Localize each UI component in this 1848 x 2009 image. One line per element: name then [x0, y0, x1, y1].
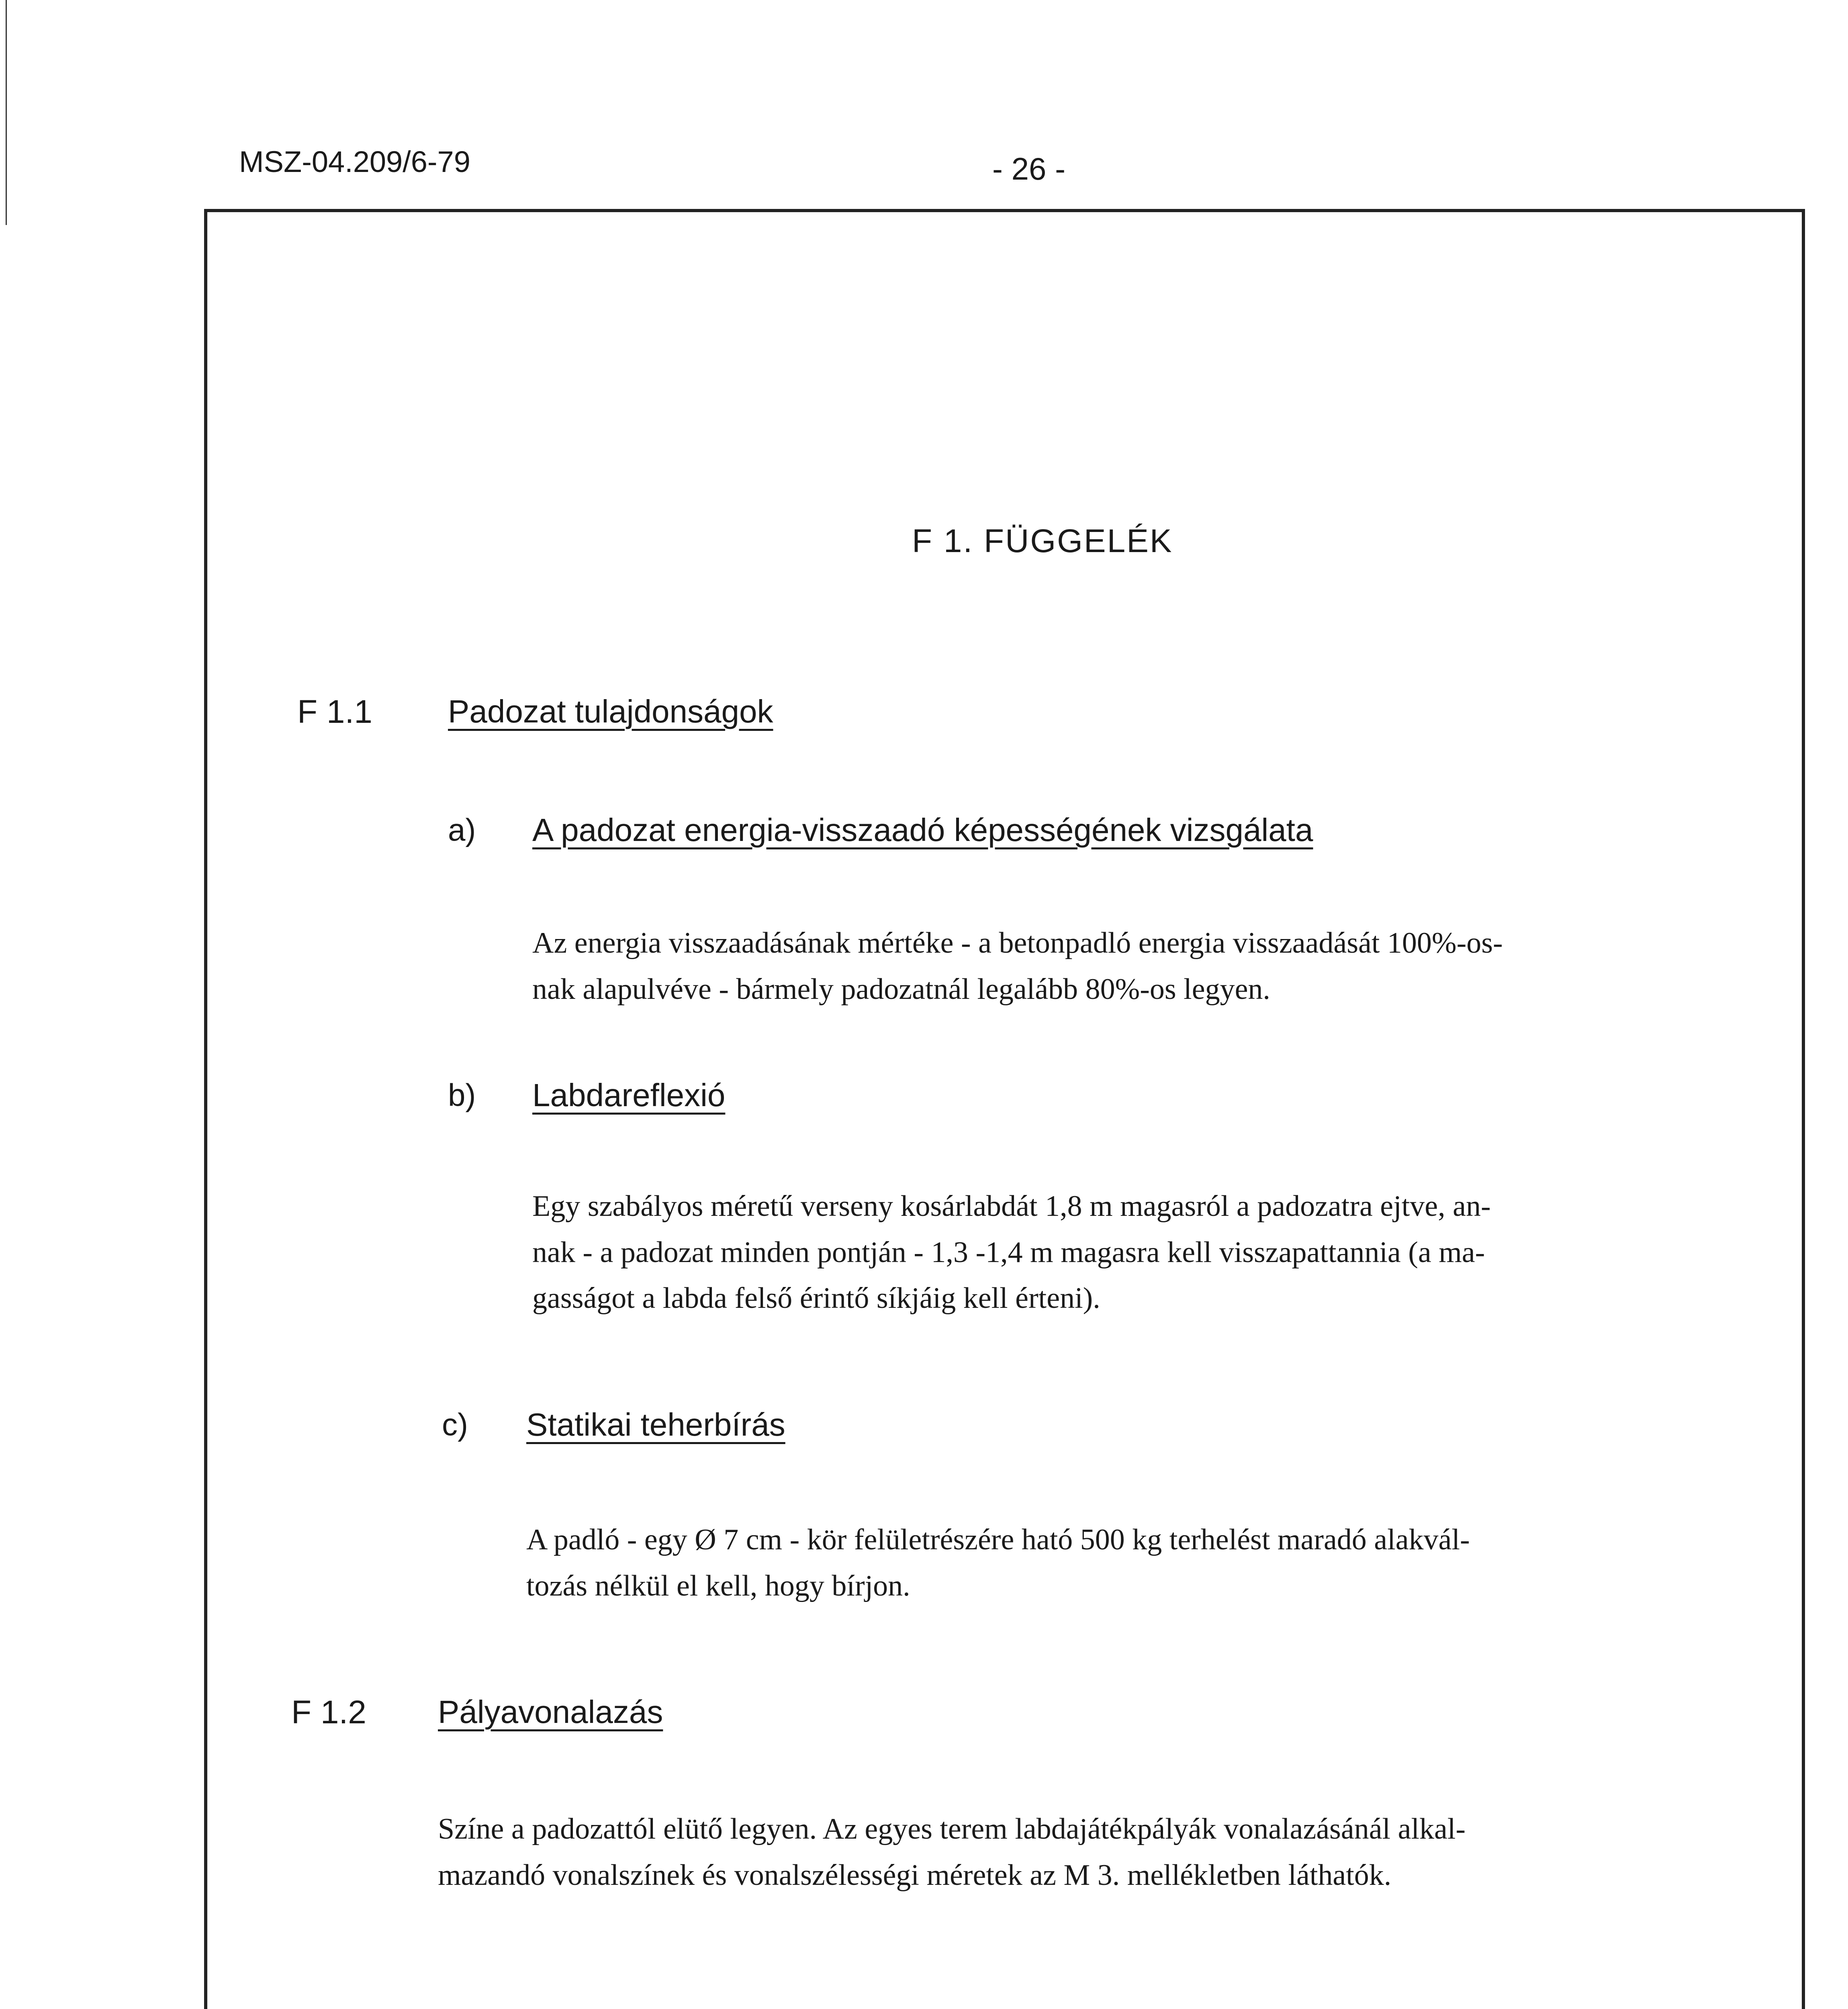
appendix-title: F 1. FÜGGELÉK [912, 523, 1173, 559]
item-heading: Labdareflexió [532, 1077, 726, 1113]
page-number: - 26 - [992, 151, 1066, 186]
section-heading: Pályavonalazás [438, 1694, 663, 1730]
item-paragraph [532, 1183, 1738, 1322]
item-heading: A padozat energia-visszaadó képességének vizsgálata [532, 812, 1313, 848]
item-letter: b) [448, 1077, 476, 1113]
section-paragraph [438, 1806, 1731, 1898]
section-heading: Padozat tulajdonságok [448, 694, 773, 729]
paragraph-line: nak - a padozat minden pontján - 1,3 -1,4 m magasra kell visszapattannia (a ma- [532, 1236, 1485, 1269]
paragraph-line: Színe a padozattól elütő legyen. Az egyes terem labdajátékpályák vonalazásánál alkal- [438, 1813, 1466, 1845]
paragraph-line: Egy szabályos méretű verseny kosárlabdát 1,8 m magasról a padozatra ejtve, an- [532, 1190, 1491, 1223]
scan-margin-line [6, 0, 7, 225]
paragraph-line: gasságot a labda felső érintő síkjáig kell érteni). [532, 1282, 1100, 1315]
paragraph-line: tozás nélkül el kell, hogy bírjon. [526, 1569, 910, 1602]
item-paragraph [532, 920, 1738, 1012]
page-frame [204, 209, 1805, 2009]
paragraph-line: mazandó vonalszínek és vonalszélességi méretek az M 3. mellékletben láthatók. [438, 1858, 1392, 1892]
section-number: F 1.1 [297, 694, 372, 730]
item-letter: c) [442, 1407, 468, 1442]
document-code: MSZ-04.209/6-79 [239, 145, 470, 178]
item-letter: a) [448, 812, 476, 847]
paragraph-line: nak alapulvéve - bármely padozatnál legalább 80%-os legyen. [532, 972, 1270, 1006]
item-paragraph [526, 1517, 1736, 1609]
section-number: F 1.2 [291, 1694, 366, 1731]
paragraph-line: Az energia visszaadásának mértéke - a betonpadló energia visszaadását 100%-os- [532, 927, 1503, 959]
paragraph-line: A padló - egy Ø 7 cm - kör felületrészére ható 500 kg terhelést maradó alakvál- [526, 1523, 1470, 1556]
item-heading: Statikai teherbírás [526, 1407, 785, 1442]
